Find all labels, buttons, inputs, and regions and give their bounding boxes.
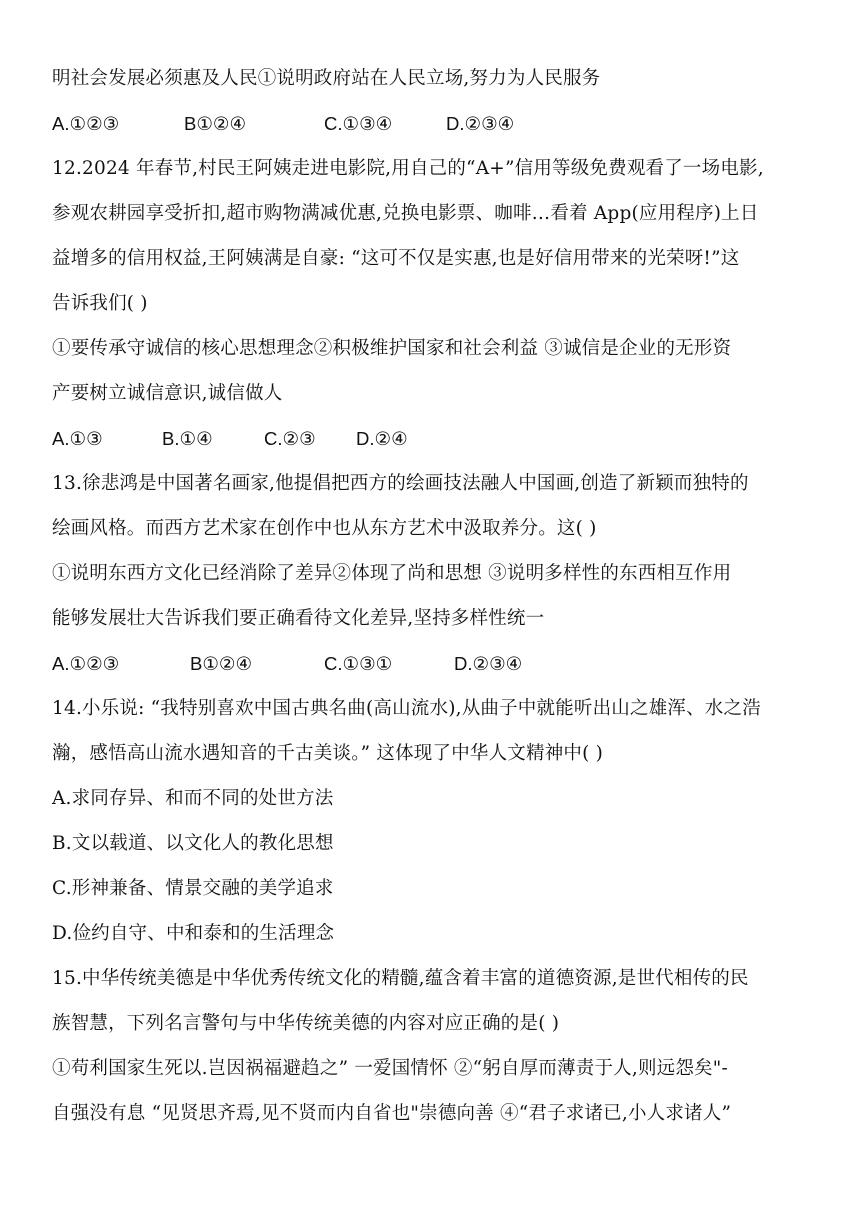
q15-line-2: 族智慧，下列名言警句与中华传统美德的内容对应正确的是( )	[52, 1013, 560, 1034]
q11-option-a: A.①②③	[52, 113, 120, 134]
q13-line-4: 能够发展壮大告诉我们要正确看待文化差异,坚持多样性统一	[52, 608, 545, 629]
q12-option-d: D.②④	[356, 428, 408, 449]
q14-option-b: B.文以载道、以文化人的教化思想	[52, 833, 334, 854]
q12-line-5: ①要传承守诚信的核心思想理念②积极维护国家和社会利益 ③诚信是企业的无形资	[52, 338, 732, 359]
q11-option-c: C.①③④	[324, 113, 393, 134]
q12-line-6: 产要树立诚信意识,诚信做人	[52, 383, 283, 404]
q12-line-1: 12.2024 年春节,村民王阿姨走进电影院,用自己的“A+”信用等级免费观看了一场电影,	[52, 158, 764, 179]
q11-tail-line: 明社会发展必须惠及人民①说明政府站在人民立场,努力为人民服务	[52, 68, 601, 89]
q13-options	[52, 641, 812, 686]
q12-option-c: C.②③	[264, 428, 316, 449]
q15-line-4: 自强没有息 “见贤思齐焉,见不贤而内自省也"崇德向善 ④“君子求诸已,小人求诸人”	[52, 1103, 732, 1124]
q11-option-b: B①②④	[184, 113, 247, 134]
q13-option-d: D.②③④	[454, 653, 523, 674]
q13-line-3: ①说明东西方文化已经消除了差异②体现了尚和思想 ③说明多样性的东西相互作用	[52, 563, 732, 584]
q13-option-a: A.①②③	[52, 653, 120, 674]
q12-line-3: 益增多的信用权益,王阿姨满是自豪: “这可不仅是实惠,也是好信用带来的光荣呀!”这	[52, 248, 740, 269]
q11-options	[52, 101, 812, 146]
q15-line-3: ①苟利国家生死以.岂因祸福避趋之” 一爱国情怀 ②“躬自厚而薄责于人,则远怨矣"-	[52, 1058, 728, 1079]
q14-option-c: C.形神兼备、情景交融的美学追求	[52, 878, 334, 899]
q12-line-4: 告诉我们( )	[52, 293, 148, 314]
q13-option-b: B①②④	[190, 653, 253, 674]
q11-option-d: D.②③④	[446, 113, 515, 134]
q14-line-2: 瀚，感悟高山流水遇知音的千古美谈。” 这体现了中华人文精神中( )	[52, 743, 604, 764]
q15-line-1: 15.中华传统美德是中华优秀传统文化的精髓,蕴含着丰富的道德资源,是世代相传的民	[52, 968, 749, 989]
q13-line-2: 绘画风格。而西方艺术家在创作中也从东方艺术中汲取养分。这( )	[52, 518, 597, 539]
q12-line-2: 参观农耕园享受折扣,超市购物满减优惠,兑换电影票、咖啡…看着 App(应用程序)上日	[52, 203, 759, 224]
q13-line-1: 13.徐悲鸿是中国著名画家,他提倡把西方的绘画技法融人中国画,创造了新颖而独特的	[52, 473, 749, 494]
q14-option-d: D.俭约自守、中和泰和的生活理念	[52, 923, 335, 944]
q14-line-1: 14.小乐说: “我特别喜欢中国古典名曲(高山流水),从曲子中就能听出山之雄浑、水之浩	[52, 698, 761, 719]
q12-options	[52, 416, 812, 461]
q14-option-a: A.求同存异、和而不同的处世方法	[52, 788, 334, 809]
q12-option-b: B.①④	[162, 428, 213, 449]
q13-option-c: C.①③①	[324, 653, 393, 674]
q12-option-a: A.①③	[52, 428, 103, 449]
exam-page	[52, 56, 812, 1136]
